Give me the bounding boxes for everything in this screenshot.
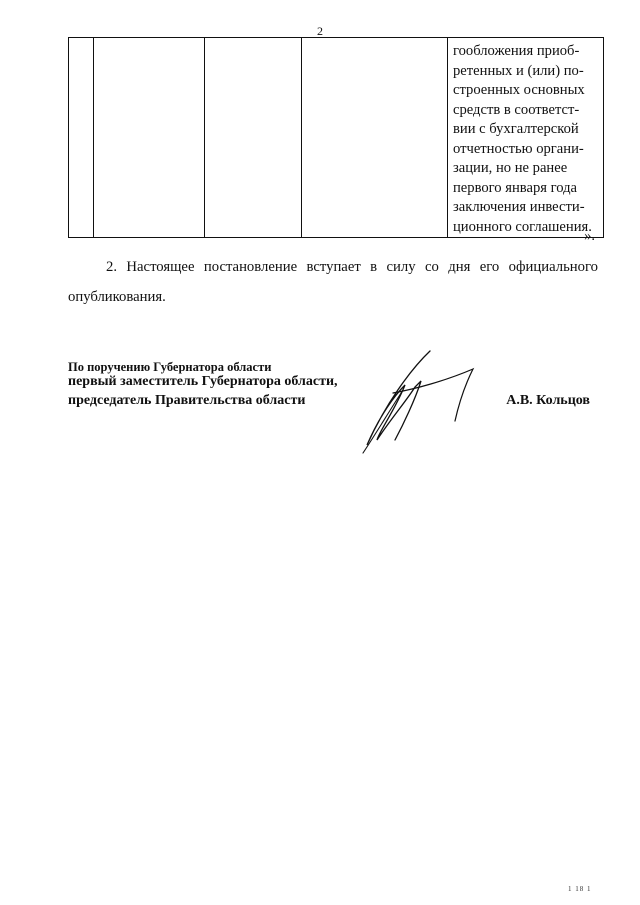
table-cell-paragraph	[448, 38, 603, 237]
table-cell-empty	[94, 38, 205, 238]
cell-line: ретенных и (или) по-	[453, 62, 584, 79]
cell-line: отчетностью органи-	[453, 140, 584, 157]
cell-line: строенных основных	[453, 82, 585, 98]
table-continuation	[68, 37, 604, 238]
cell-line: заключения инвести-	[453, 199, 585, 215]
page-number: 2	[317, 24, 323, 38]
cell-line: вии с бухгалтерской	[453, 121, 579, 137]
cell-line: первого января года	[453, 179, 577, 196]
signature-authority-line: По поручению Губернатора области	[68, 360, 272, 374]
cell-line: гообложения приоб-	[453, 43, 580, 59]
cell-line: зации, но не ранее	[453, 160, 568, 176]
table-cell-empty	[69, 38, 94, 238]
table-row	[69, 38, 604, 238]
closing-quote: ».	[584, 228, 595, 244]
body-paragraph: 2. Настоящее постановление вступает в силу со дня его официального опубликования.	[68, 259, 598, 305]
cell-line: средств в соответст-	[453, 101, 580, 118]
footer-mark: 1 18 1	[568, 885, 592, 893]
signatory-name: А.В. Кольцов	[506, 393, 590, 408]
signatory-position-line: председатель Правительства области	[68, 393, 306, 408]
table-cell-empty	[302, 38, 448, 238]
handwritten-signature-icon	[355, 345, 495, 455]
cell-line: ционного соглашения.	[453, 218, 592, 235]
table-cell-text	[448, 38, 604, 238]
signatory-position-line: первый заместитель Губернатора области,	[68, 374, 338, 389]
signature-block	[68, 360, 598, 460]
table-cell-empty	[205, 38, 302, 238]
